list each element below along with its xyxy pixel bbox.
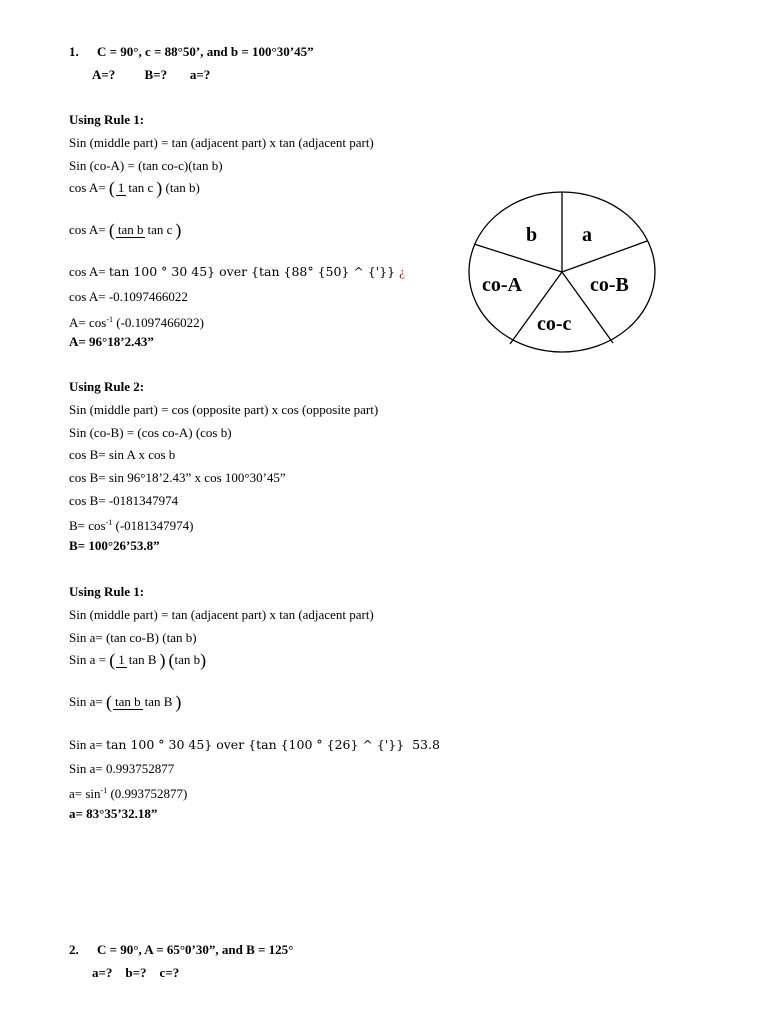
rule-2-line-6 — [69, 515, 194, 534]
equation-suffix: (tan b) — [162, 180, 200, 195]
superscript: -1 — [100, 786, 108, 795]
denominator: tan B — [144, 694, 173, 709]
fraction — [116, 653, 158, 667]
rule-1a-line-1: Sin (middle part) = tan (adjacent part) x tan (adjacent part) — [69, 135, 374, 150]
argument: (0.993752877) — [107, 786, 188, 801]
problem-1-unknowns: A=? B=? a=? — [92, 67, 211, 82]
numerator: 1 — [117, 180, 125, 195]
equation-prefix: cos A= — [69, 264, 109, 279]
problem-2-statement — [69, 942, 293, 958]
equation-expression: tan 100 ° 30 45} over {tan {88° {50} ^ {'}} — [108, 264, 400, 279]
sector-label-co-a: co-A — [482, 274, 522, 296]
denominator: tan c — [147, 222, 173, 237]
superscript: -1 — [106, 315, 113, 324]
rule-1a-line-7 — [69, 312, 204, 331]
equation-prefix: Sin a = — [69, 652, 110, 667]
problem-text: C = 90°, c = 88°50’, and b = 100°30’45” — [97, 44, 314, 59]
sector-label-a: a — [582, 224, 592, 246]
fraction — [116, 181, 155, 195]
sector-label-b: b — [526, 224, 538, 246]
equation-prefix: cos A= — [69, 180, 109, 195]
equation-suffix: tan b — [174, 652, 201, 667]
fraction — [116, 223, 175, 237]
rule-1b-heading: Using Rule 1: — [69, 584, 145, 599]
rule-1b-result: a= 83°35’32.18” — [69, 806, 158, 821]
rule-1a-line-2: Sin (co-A) = (tan co-c)(tan b) — [69, 158, 223, 173]
denominator: tan B — [128, 652, 157, 667]
rule-1a-fraction-1: cos A= ( 1 tan c ) (tan b) — [69, 178, 200, 198]
rule-1b-line-6: Sin a= 0.993752877 — [69, 761, 175, 776]
rule-1b-fraction-2: Sin a= ( tan b tan B ) — [69, 692, 182, 712]
sector-label-co-c: co-c — [537, 313, 572, 335]
divider-line — [562, 241, 647, 272]
equation-prefix: Sin a= — [69, 694, 106, 709]
rule-1b-line-5 — [69, 737, 440, 753]
function-name: a= sin — [69, 786, 101, 801]
rule-1b-line-1: Sin (middle part) = tan (adjacent part) x tan (adjacent part) — [69, 607, 374, 622]
fraction — [113, 695, 174, 709]
denominator: tan c — [128, 180, 154, 195]
rule-2-line-1: Sin (middle part) = cos (opposite part) x cos (opposite part) — [69, 402, 379, 417]
rule-1a-heading: Using Rule 1: — [69, 112, 145, 127]
rule-1a-line-5 — [69, 264, 405, 280]
problem-number: 2. — [69, 942, 79, 957]
argument: (-0181347974) — [112, 518, 194, 533]
function-name: B= cos — [69, 518, 106, 533]
rule-2-line-5: cos B= -0181347974 — [69, 493, 179, 508]
argument: (-0.1097466022) — [112, 315, 204, 330]
numerator: 1 — [118, 652, 125, 667]
equation-expression: tan 100 ° 30 45} over {tan {100 ° {26} ^ {'}} 53.8 — [105, 737, 440, 752]
numerator: tan b — [117, 222, 144, 237]
divider-line — [474, 244, 562, 272]
problem-2-unknowns: a=? b=? c=? — [92, 965, 180, 980]
problem-1-statement — [69, 44, 314, 60]
problem-number: 1. — [69, 44, 79, 59]
rule-1a-result: A= 96°18’2.43” — [69, 334, 154, 349]
equation-prefix: Sin a= — [69, 737, 106, 752]
superscript: -1 — [105, 518, 113, 527]
rule-2-heading: Using Rule 2: — [69, 379, 145, 394]
rule-1a-line-6: cos A= -0.1097466022 — [69, 289, 188, 304]
rule-2-line-4: cos B= sin 96°18’2.43” x cos 100°30’45” — [69, 470, 286, 485]
problem-text: C = 90°, A = 65°0’30”, and B = 125° — [97, 942, 294, 957]
rule-1b-line-2: Sin a= (tan co-B) (tan b) — [69, 630, 197, 645]
rule-2-result: B= 100°26’53.8” — [69, 538, 160, 553]
numerator: tan b — [114, 694, 141, 709]
rule-2-line-3: cos B= sin A x cos b — [69, 447, 176, 462]
rule-1b-fraction-1: Sin a = ( 1 tan B ) ( tan b ) — [69, 650, 207, 670]
rule-1a-fraction-2: cos A= ( tan b tan c ) — [69, 220, 182, 240]
napier-circle-diagram — [466, 189, 658, 355]
equation-prefix: cos A= — [69, 222, 109, 237]
rule-1b-line-7 — [69, 783, 187, 802]
rule-2-line-2: Sin (co-B) = (cos co-A) (cos b) — [69, 425, 232, 440]
sector-label-co-b: co-B — [590, 274, 629, 296]
function-name: A= cos — [69, 315, 107, 330]
error-mark: ¿ — [399, 264, 405, 279]
